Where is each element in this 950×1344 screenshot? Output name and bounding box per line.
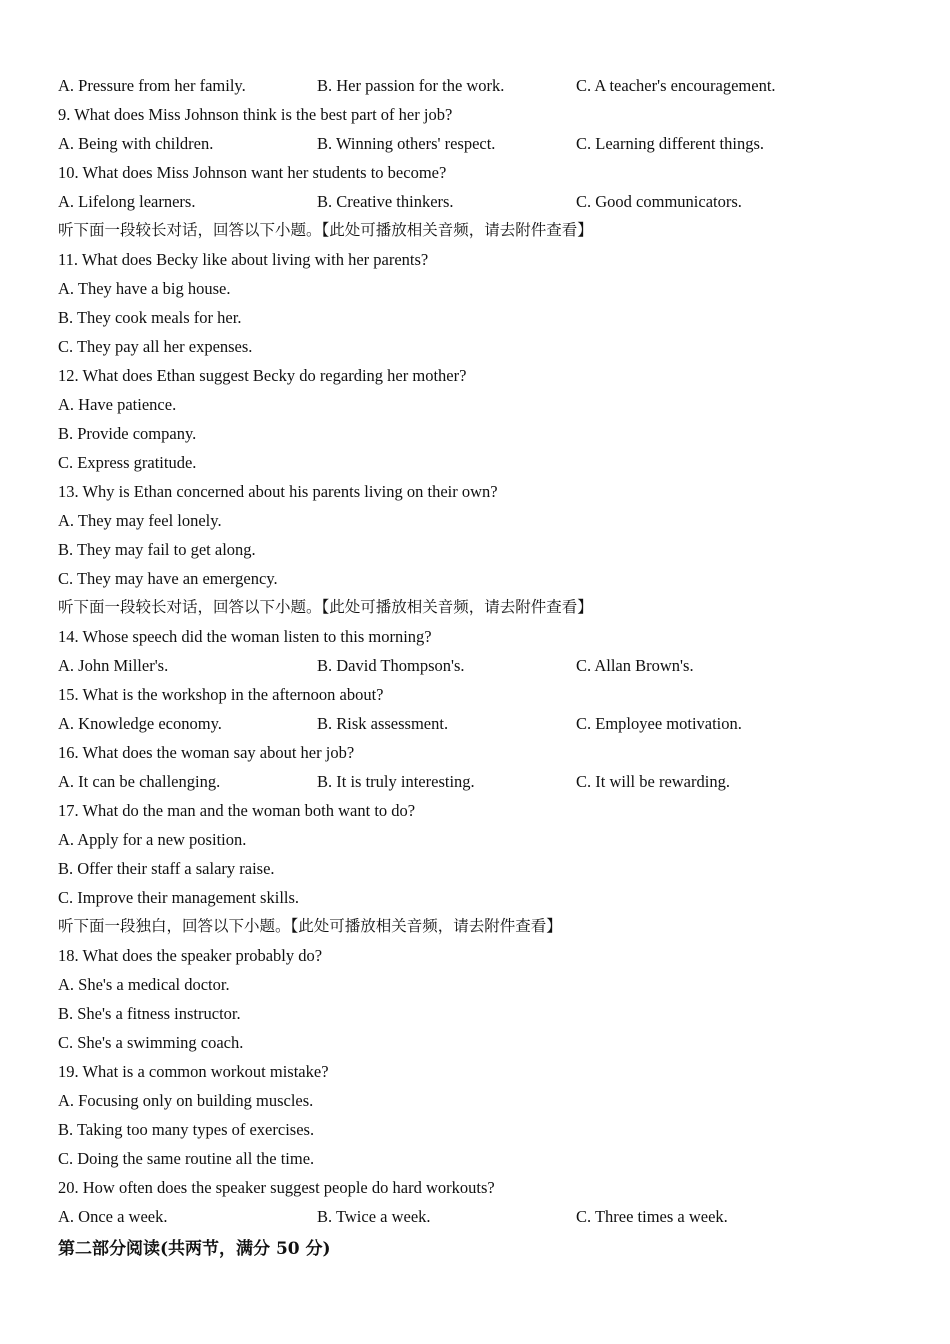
document-page — [58, 71, 918, 1263]
option-c: C. Three times a week. — [576, 1207, 728, 1226]
option-line: A. Focusing only on building muscles. — [58, 1091, 314, 1110]
question-text: 19. What is a common workout mistake? — [58, 1062, 329, 1081]
question-text: 10. What does Miss Johnson want her students to become? — [58, 163, 447, 182]
option-b: B. Winning others' respect. — [317, 134, 496, 153]
audio-instruction: 听下面一段较长对话，回答以下小题。【此处可播放相关音频，请去附件查看】 — [58, 598, 593, 616]
question-text: 11. What does Becky like about living with her parents? — [58, 250, 429, 269]
option-line: B. They may fail to get along. — [58, 540, 256, 559]
question-text: 17. What do the man and the woman both want to do? — [58, 801, 416, 820]
option-row — [58, 709, 918, 738]
option-row — [58, 129, 918, 158]
option-a: A. Being with children. — [58, 134, 214, 153]
option-c: C. Employee motivation. — [576, 714, 742, 733]
option-line: B. They cook meals for her. — [58, 308, 242, 327]
option-line: A. She's a medical doctor. — [58, 975, 230, 994]
question-text: 15. What is the workshop in the afternoon about? — [58, 685, 384, 704]
option-line: A. They may feel lonely. — [58, 511, 222, 530]
option-line: C. She's a swimming coach. — [58, 1033, 244, 1052]
option-a: A. Pressure from her family. — [58, 76, 246, 95]
option-c: C. Learning different things. — [576, 134, 765, 153]
option-b: B. It is truly interesting. — [317, 772, 475, 791]
option-line: C. They may have an emergency. — [58, 569, 278, 588]
option-line: A. Have patience. — [58, 395, 177, 414]
audio-instruction: 听下面一段独白，回答以下小题。【此处可播放相关音频，请去附件查看】 — [58, 917, 562, 935]
question-text: 13. Why is Ethan concerned about his parents living on their own? — [58, 482, 498, 501]
option-row — [58, 1202, 918, 1231]
option-line: C. Express gratitude. — [58, 453, 197, 472]
option-line: B. Taking too many types of exercises. — [58, 1120, 315, 1139]
option-c: C. Good communicators. — [576, 192, 742, 211]
option-row — [58, 187, 918, 216]
section-title-text: 第二部分阅读(共两节，满分 50 分) — [58, 1239, 331, 1259]
option-line: B. Provide company. — [58, 424, 197, 443]
question-text: 16. What does the woman say about her job? — [58, 743, 355, 762]
option-line: C. Improve their management skills. — [58, 888, 300, 907]
option-a: A. Lifelong learners. — [58, 192, 196, 211]
option-c: C. Allan Brown's. — [576, 656, 694, 675]
question-text: 14. Whose speech did the woman listen to this morning? — [58, 627, 432, 646]
option-line: B. Offer their staff a salary raise. — [58, 859, 275, 878]
option-b: B. Her passion for the work. — [317, 76, 505, 95]
option-line: B. She's a fitness instructor. — [58, 1004, 241, 1023]
option-c: C. A teacher's encouragement. — [576, 76, 776, 95]
option-a: A. Once a week. — [58, 1207, 168, 1226]
audio-instruction: 听下面一段较长对话，回答以下小题。【此处可播放相关音频，请去附件查看】 — [58, 221, 593, 239]
question-text: 18. What does the speaker probably do? — [58, 946, 323, 965]
section-title — [58, 1234, 918, 1263]
option-row — [58, 767, 918, 796]
option-line: A. Apply for a new position. — [58, 830, 247, 849]
option-line: C. Doing the same routine all the time. — [58, 1149, 315, 1168]
option-row — [58, 71, 918, 100]
question-text: 20. How often does the speaker suggest people do hard workouts? — [58, 1178, 495, 1197]
option-b: B. David Thompson's. — [317, 656, 465, 675]
option-a: A. It can be challenging. — [58, 772, 221, 791]
question-text: 9. What does Miss Johnson think is the best part of her job? — [58, 105, 453, 124]
option-c: C. It will be rewarding. — [576, 772, 730, 791]
option-b: B. Creative thinkers. — [317, 192, 454, 211]
option-row — [58, 651, 918, 680]
option-line: C. They pay all her expenses. — [58, 337, 253, 356]
option-b: B. Risk assessment. — [317, 714, 449, 733]
question-text: 12. What does Ethan suggest Becky do regarding her mother? — [58, 366, 467, 385]
question-list — [58, 71, 918, 1231]
option-line: A. They have a big house. — [58, 279, 231, 298]
option-a: A. John Miller's. — [58, 656, 169, 675]
option-b: B. Twice a week. — [317, 1207, 431, 1226]
option-a: A. Knowledge economy. — [58, 714, 222, 733]
